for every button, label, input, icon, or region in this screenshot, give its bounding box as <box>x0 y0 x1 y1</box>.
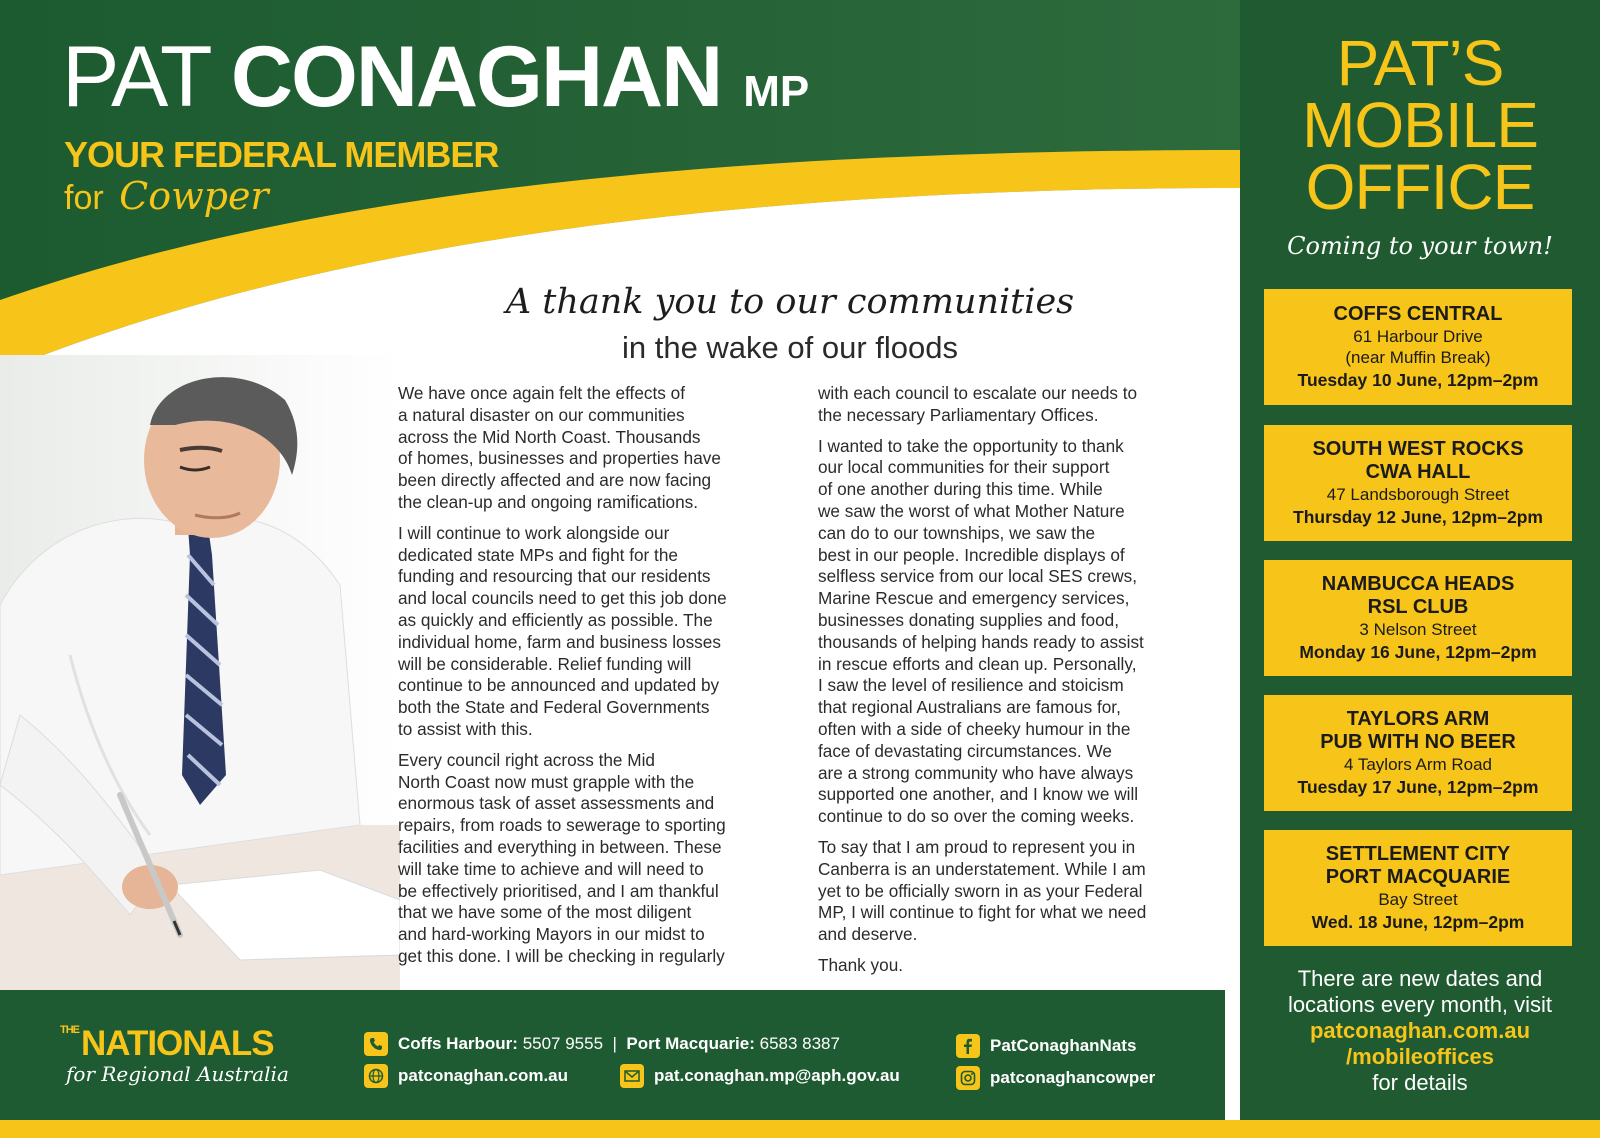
last-name: CONAGHAN <box>230 29 722 125</box>
coffs-label: Coffs Harbour: <box>398 1034 518 1053</box>
website-contact[interactable] <box>364 1064 568 1088</box>
location-address: 3 Nelson Street <box>1359 619 1477 639</box>
article-paragraph: To say that I am proud to represent you in Canberra is an understatement. While I am yet to be officially sworn in as your Federal MP, I will continue to fight for what we need and deserve. <box>818 836 1147 945</box>
location-card <box>1264 560 1572 676</box>
instagram-contact[interactable] <box>956 1066 1155 1090</box>
instagram-icon <box>956 1066 980 1090</box>
mobile-office-tagline: Coming to your town! <box>1287 232 1553 260</box>
first-name: PAT <box>62 29 209 125</box>
location-address: 47 Landsborough Street <box>1326 484 1510 504</box>
location-name: NAMBUCCA HEADS RSL CLUB <box>1321 572 1515 618</box>
location-date: Monday 16 June, 12pm–2pm <box>1299 641 1537 662</box>
coffs-phone[interactable]: 5507 9555 <box>522 1034 604 1053</box>
more-text: There are new dates and <box>1297 966 1543 991</box>
mobile-office-title-line: MOBILE <box>1302 89 1538 161</box>
article-paragraph: We have once again felt the effects of a natural disaster on our communities across the Mid North Coast. Thousands of homes, businesses and properties have been directly affected and are now facing the clean-up and ongoing ramifications. <box>398 383 721 512</box>
phone-icon <box>364 1032 388 1056</box>
member-photo <box>0 355 400 995</box>
footer-stripe <box>0 1120 1600 1138</box>
party-prefix: THE <box>60 1024 79 1036</box>
location-date: Tuesday 10 June, 12pm–2pm <box>1297 369 1539 390</box>
email-icon <box>620 1064 644 1088</box>
mobile-office-title-line: OFFICE <box>1305 151 1535 223</box>
phone-contact <box>364 1032 840 1056</box>
nationals-logo <box>60 1024 274 1064</box>
facebook-handle[interactable]: PatConaghanNats <box>990 1036 1137 1055</box>
location-name: SETTLEMENT CITY PORT MACQUARIE <box>1325 842 1511 888</box>
electorate-line <box>64 174 269 218</box>
location-address: 4 Taylors Arm Road <box>1343 754 1493 774</box>
member-subtitle: YOUR FEDERAL MEMBER <box>64 134 499 175</box>
location-card <box>1264 695 1572 811</box>
more-info <box>1240 966 1600 1096</box>
location-date: Tuesday 17 June, 12pm–2pm <box>1297 776 1539 797</box>
more-text: for details <box>1372 1070 1468 1095</box>
mobile-offices-link-path[interactable]: /mobileoffices <box>1346 1044 1494 1069</box>
location-card <box>1264 425 1572 541</box>
party-tagline: for Regional Australia <box>66 1062 289 1086</box>
phone-separator: | <box>612 1034 617 1053</box>
more-text: locations every month, visit <box>1287 992 1553 1017</box>
electorate-name: Cowper <box>119 174 269 218</box>
location-address: 61 Harbour Drive (near Muffin Break) <box>1345 326 1491 367</box>
article-paragraph: Every council right across the Mid North Coast now must grapple with the enormous task of asset assessments and repairs, from roads to sewerage to sporting facilities and everything in between. These will take time to achieve and will need to be effectively prioritised, and I am thankful that we have some of the most diligent and hard-working Mayors in our midst to get this done. I will be checking in regularly <box>398 749 726 966</box>
article-column-1 <box>398 383 790 977</box>
party-name: NATIONALS <box>81 1024 274 1063</box>
email-link[interactable]: pat.conaghan.mp@aph.gov.au <box>654 1066 900 1085</box>
location-card <box>1264 289 1572 405</box>
location-date: Thursday 12 June, 12pm–2pm <box>1293 506 1543 527</box>
article-signoff: Thank you. <box>818 954 904 975</box>
article-column-2 <box>818 383 1204 986</box>
article-subtitle: in the wake of our floods <box>621 330 959 365</box>
location-name: COFFS CENTRAL <box>1333 302 1503 325</box>
port-phone[interactable]: 6583 8387 <box>759 1034 840 1053</box>
for-word: for <box>64 179 104 217</box>
location-card <box>1264 830 1572 946</box>
instagram-handle[interactable]: patconaghancowper <box>990 1068 1156 1087</box>
member-name <box>62 29 810 137</box>
mobile-offices-link[interactable]: patconaghan.com.au <box>1309 1018 1531 1043</box>
website-link[interactable]: patconaghan.com.au <box>398 1066 569 1085</box>
port-label: Port Macquarie: <box>626 1034 755 1053</box>
location-address: Bay Street <box>1378 889 1458 909</box>
article-title: A thank you to our communities <box>505 282 1075 322</box>
mobile-office-title <box>1240 27 1600 223</box>
article-paragraph: I wanted to take the opportunity to thank our local communities for their support of one another during this time. While we saw the worst of what Mother Nature can do to our townships, we saw the best in our people. Incredible displays of selfless service from our local SES crews, Marine Rescue and emergency services, businesses donating supplies and food, thousands of helping hands ready to assist in rescue efforts and clean up. Personally, I saw the level of resilience and stoicism that regional Australians are famous for, often with a side of cheeky humour in the face of devastating circumstances. We are a strong community who have always supported one another, and I know we will continue to do so over the coming weeks. <box>818 435 1144 827</box>
location-name: TAYLORS ARM PUB WITH NO BEER <box>1320 707 1516 753</box>
facebook-icon <box>956 1034 980 1058</box>
globe-icon <box>364 1064 388 1088</box>
location-name: SOUTH WEST ROCKS CWA HALL <box>1312 437 1524 483</box>
title-suffix: MP <box>743 67 810 116</box>
location-date: Wed. 18 June, 12pm–2pm <box>1311 911 1525 932</box>
article-paragraph: I will continue to work alongside our dedicated state MPs and fight for the funding and resourcing that our residents and local councils need to get this job done as quickly and efficiently as possible. The individual home, farm and business losses will be considerable. Relief funding will continue to be announced and updated by both the State and Federal Governments to assist with this. <box>398 522 727 739</box>
mobile-office-title-line: PAT’S <box>1336 27 1504 99</box>
email-contact[interactable] <box>620 1064 900 1088</box>
article-paragraph: with each council to escalate our needs to the necessary Parliamentary Offices. <box>818 383 1138 425</box>
facebook-contact[interactable] <box>956 1034 1136 1058</box>
